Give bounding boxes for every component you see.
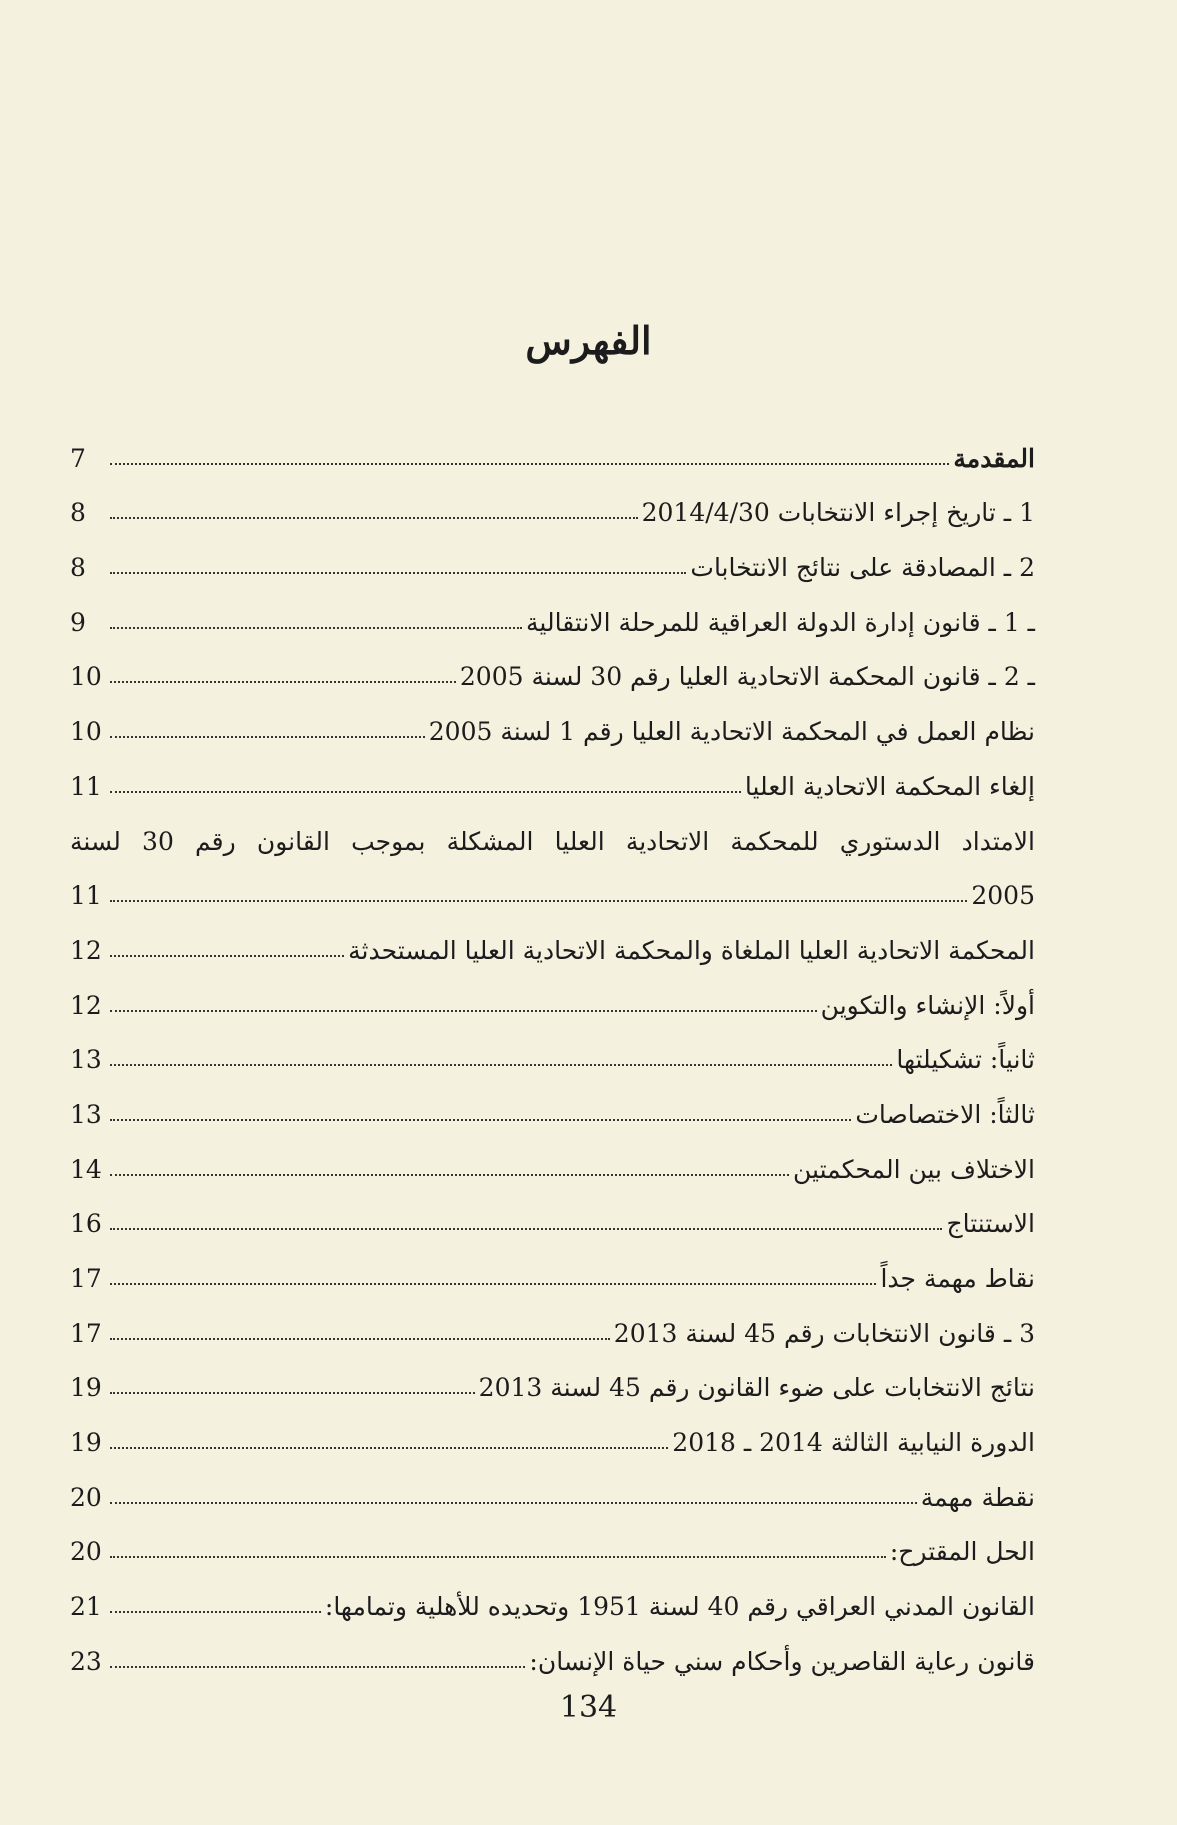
leader-dots bbox=[110, 1174, 789, 1176]
toc-entry-label: 2 ـ المصادقة على نتائج الانتخابات bbox=[690, 553, 1035, 583]
toc-entry-label: ثانياً: تشكيلتها bbox=[896, 1045, 1035, 1075]
toc-entry bbox=[70, 1621, 1035, 1676]
toc-entry-page: 23 bbox=[70, 1646, 102, 1676]
toc-entry-page: 13 bbox=[70, 1099, 102, 1129]
toc-entry-label: إلغاء المحكمة الاتحادية العليا bbox=[744, 771, 1035, 801]
page-title: الفهرس bbox=[525, 318, 652, 363]
toc-entry-label: نقطة مهمة bbox=[920, 1482, 1035, 1512]
toc-entry-label: 2005 bbox=[971, 881, 1035, 911]
toc-entry-page: 9 bbox=[70, 607, 86, 637]
toc-entry-label: القانون المدني العراقي رقم 40 لسنة 1951 وتحديده للأهلية وتمامها: bbox=[324, 1592, 1035, 1622]
toc-entry bbox=[70, 691, 1035, 746]
toc-entry-label: الدورة النيابية الثالثة 2014 ـ 2018 bbox=[672, 1428, 1035, 1458]
toc-entry-page: 11 bbox=[70, 881, 102, 911]
leader-dots bbox=[110, 463, 949, 465]
toc-entry bbox=[70, 1293, 1035, 1348]
toc-entry-page: 10 bbox=[70, 662, 102, 692]
leader-dots bbox=[110, 1392, 475, 1394]
toc-entry-label: ـ 2 ـ قانون المحكمة الاتحادية العليا رقم 30 لسنة 2005 bbox=[459, 662, 1035, 692]
leader-dots bbox=[110, 1502, 917, 1504]
toc-entry bbox=[70, 637, 1035, 692]
toc-entry-label: الاستنتاج bbox=[946, 1209, 1035, 1239]
toc-entry bbox=[70, 1457, 1035, 1512]
leader-dots bbox=[110, 900, 967, 902]
toc-entry-label: نتائج الانتخابات على ضوء القانون رقم 45 لسنة 2013 bbox=[478, 1373, 1035, 1403]
leader-dots bbox=[110, 736, 425, 738]
toc-entry-page: 17 bbox=[70, 1264, 102, 1293]
leader-dots bbox=[110, 1556, 886, 1558]
leader-dots bbox=[110, 1228, 942, 1230]
toc-entry-page: 10 bbox=[70, 717, 102, 747]
toc-entry-label: ـ 1 ـ قانون إدارة الدولة العراقية للمرحلة الانتقالية bbox=[526, 607, 1035, 637]
toc-entry bbox=[70, 1238, 1035, 1293]
toc-entry bbox=[70, 910, 1035, 965]
toc-entry-label: 3 ـ قانون الانتخابات رقم 45 لسنة 2013 bbox=[613, 1318, 1035, 1348]
leader-dots bbox=[110, 627, 522, 629]
toc-entry bbox=[70, 1074, 1035, 1129]
toc-entry bbox=[70, 1184, 1035, 1239]
toc-entry-page: 19 bbox=[70, 1373, 102, 1403]
toc-entry-label: الامتداد الدستوري للمحكمة الاتحادية العليا المشكلة بموجب القانون رقم 30 لسنة bbox=[70, 826, 1035, 856]
toc-entry bbox=[70, 418, 1035, 473]
leader-dots bbox=[110, 572, 686, 574]
toc-entry bbox=[70, 1348, 1035, 1403]
toc-entry-page: 8 bbox=[70, 498, 86, 528]
toc-entry-page: 20 bbox=[70, 1537, 102, 1567]
leader-dots bbox=[110, 1611, 321, 1613]
toc-entry-line1 bbox=[70, 801, 1035, 856]
toc-entry-label: المحكمة الاتحادية العليا الملغاة والمحكمة الاتحادية العليا المستحدثة bbox=[348, 935, 1035, 965]
toc-entry-label: نظام العمل في المحكمة الاتحادية العليا رقم 1 لسنة 2005 bbox=[428, 717, 1035, 747]
toc-entry-label: أولاً: الإنشاء والتكوين bbox=[820, 990, 1035, 1020]
leader-dots bbox=[110, 681, 456, 683]
toc-entry-label: الاختلاف بين المحكمتين bbox=[793, 1154, 1035, 1184]
leader-dots bbox=[110, 1010, 817, 1012]
toc-entry-page: 13 bbox=[70, 1045, 102, 1075]
leader-dots bbox=[110, 1338, 610, 1340]
toc-entry bbox=[70, 1512, 1035, 1567]
toc-entry bbox=[70, 965, 1035, 1020]
leader-dots bbox=[110, 1666, 525, 1668]
toc-entry-page: 21 bbox=[70, 1592, 102, 1622]
leader-dots bbox=[110, 1283, 876, 1285]
toc-entry-page: 7 bbox=[70, 443, 86, 473]
toc-entry-page: 8 bbox=[70, 553, 86, 583]
toc-entry-label: المقدمة bbox=[953, 443, 1035, 473]
page-number: 134 bbox=[559, 1690, 618, 1725]
toc-entry-label: قانون رعاية القاصرين وأحكام سني حياة الإنسان: bbox=[529, 1646, 1035, 1676]
leader-dots bbox=[110, 955, 344, 957]
toc-entry-label: نقاط مهمة جداً bbox=[880, 1264, 1035, 1293]
toc-entry-page: 20 bbox=[70, 1482, 102, 1512]
table-of-contents bbox=[70, 418, 1035, 1676]
toc-entry bbox=[70, 856, 1035, 911]
leader-dots bbox=[110, 517, 638, 519]
toc-entry-label: الحل المقترح: bbox=[889, 1537, 1035, 1567]
leader-dots bbox=[110, 1119, 851, 1121]
toc-entry-page: 14 bbox=[70, 1154, 102, 1184]
toc-entry-label: 1 ـ تاريخ إجراء الانتخابات 2014/4/30 bbox=[641, 498, 1035, 528]
toc-entry bbox=[70, 1566, 1035, 1621]
toc-entry-page: 16 bbox=[70, 1209, 102, 1239]
leader-dots bbox=[110, 1447, 668, 1449]
toc-entry bbox=[70, 527, 1035, 582]
toc-entry-page: 19 bbox=[70, 1428, 102, 1458]
toc-entry bbox=[70, 1129, 1035, 1184]
toc-entry-page: 12 bbox=[70, 935, 102, 965]
toc-entry bbox=[70, 1402, 1035, 1457]
toc-entry-page: 12 bbox=[70, 990, 102, 1020]
toc-entry-page: 17 bbox=[70, 1318, 102, 1348]
toc-entry-label: ثالثاً: الاختصاصات bbox=[855, 1099, 1035, 1129]
leader-dots bbox=[110, 791, 741, 793]
toc-entry bbox=[70, 746, 1035, 801]
toc-entry bbox=[70, 582, 1035, 637]
toc-entry bbox=[70, 473, 1035, 528]
toc-entry bbox=[70, 1020, 1035, 1075]
leader-dots bbox=[110, 1064, 892, 1066]
toc-entry-page: 11 bbox=[70, 771, 102, 801]
